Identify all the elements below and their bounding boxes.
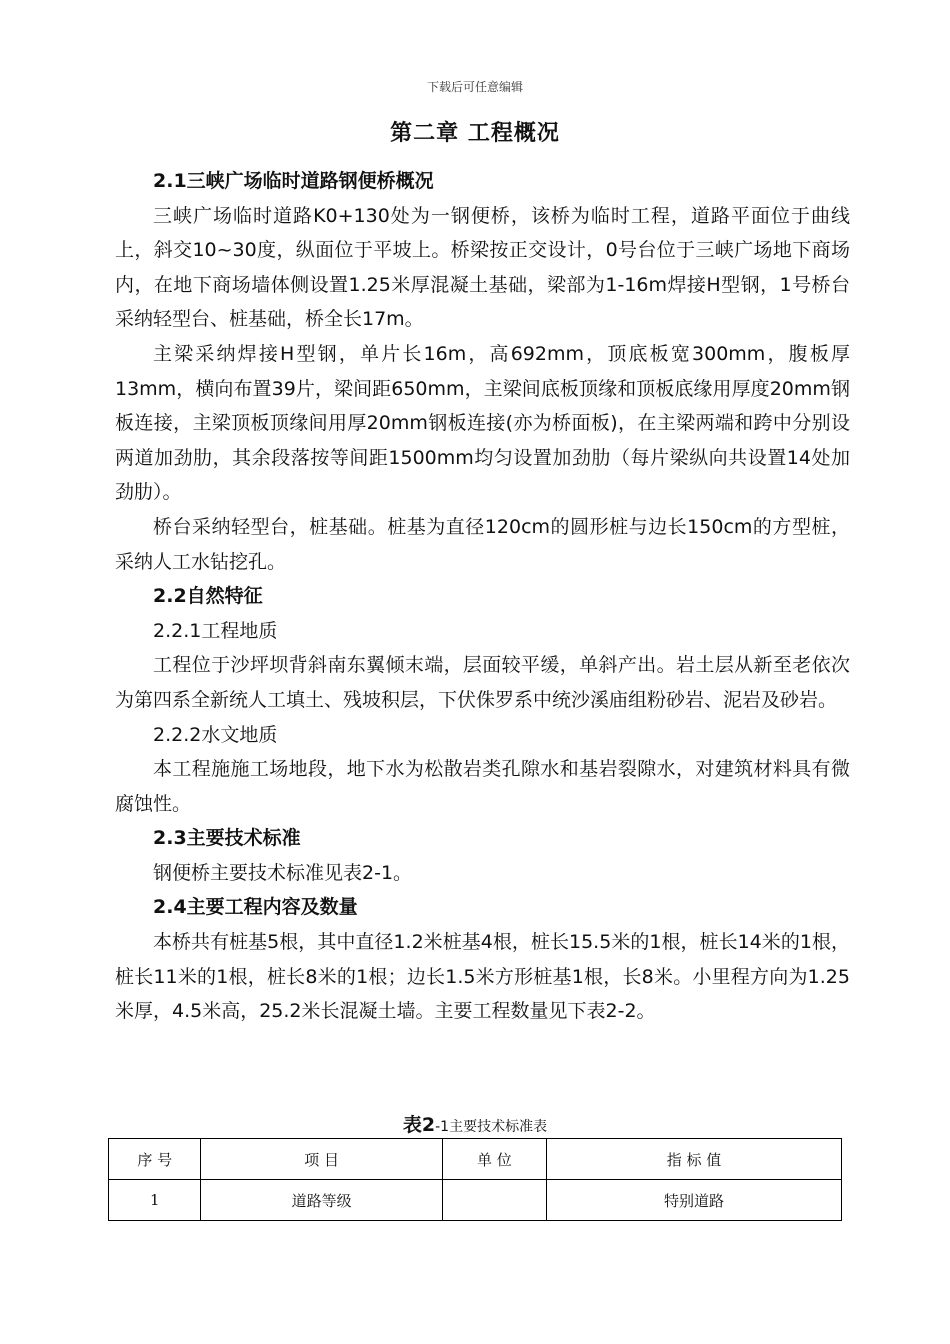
section-2-1-paragraph-1: 三峡广场临时道路K0+130处为一钢便桥，该桥为临时工程，道路平面位于曲线上，斜交10~30度，纵面位于平坡上。桥梁按正交设计，0号台位于三峡广场地下商场内，在地下商场墙体侧设置1.25米厚混凝土基础，梁部为1-16m焊接H型钢，1号桥台采纳轻型台、桩基础，桥全长17m。 xyxy=(115,204,850,331)
section-2-4-paragraph: 本桥共有桩基5根，其中直径1.2米桩基4根，桩长15.5米的1根，桩长14米的1根，桩长11米的1根，桩长8米的1根；边长1.5米方形桩基1根，长8米。小里程方向为1.25米厚，4.5米高，25.2米长混凝土墙。主要工程数量见下表2-2。 xyxy=(115,931,850,1023)
page-header: 下载后可任意编辑 xyxy=(426,80,523,94)
cell-item: 道路等级 xyxy=(201,1180,442,1221)
section-2-2-2-paragraph: 本工程施施工场地段，地下水为松散岩类孔隙水和基岩裂隙水，对建筑材料具有微腐蚀性。 xyxy=(115,758,850,815)
header-cell-item: 项 目 xyxy=(201,1139,442,1180)
section-2-3-paragraph: 钢便桥主要技术标准见表2-1。 xyxy=(153,861,413,884)
section-2-3-heading: 2.3主要技术标准 xyxy=(153,827,301,850)
cell-unit xyxy=(442,1180,546,1221)
section-2-2-1-heading: 2.2.1工程地质 xyxy=(153,619,278,642)
section-2-2-1-paragraph: 工程位于沙坪坝背斜南东翼倾末端，层面较平缓，单斜产出。岩土层从新至老依次为第四系全新统人工填土、残坡积层，下伏侏罗系中统沙溪庙组粉砂岩、泥岩及砂岩。 xyxy=(115,654,850,711)
section-2-4-heading: 2.4主要工程内容及数量 xyxy=(153,896,358,919)
chapter-title: 第二章 工程概况 xyxy=(390,121,560,146)
section-2-1-paragraph-2: 主梁采纳焊接H型钢，单片长16m，高692mm，顶底板宽300mm，腹板厚13mm，横向布置39片，梁间距650mm，主梁间底板顶缘和顶板底缘用厚度20mm钢板连接，主梁顶板顶缘间用厚20mm钢板连接(亦为桥面板)，在主梁两端和跨中分别设两道加劲肋，其余段落按等间距1500mm均匀设置加劲肋（每片梁纵向共设置14处加劲肋）。 xyxy=(115,342,850,504)
table-header-row xyxy=(109,1139,842,1180)
section-2-2-heading: 2.2自然特征 xyxy=(153,585,263,608)
header-cell-value: 指 标 值 xyxy=(547,1139,842,1180)
section-2-1-heading: 2.1三峡广场临时道路钢便桥概况 xyxy=(153,170,434,192)
cell-value: 特别道路 xyxy=(547,1180,842,1221)
section-2-2-2-heading: 2.2.2水文地质 xyxy=(153,723,278,746)
technical-standards-table xyxy=(108,1138,842,1221)
document-body xyxy=(115,164,850,1029)
table-row xyxy=(109,1180,842,1221)
table-caption-text: -1主要技术标准表 xyxy=(435,1119,548,1135)
section-2-1-paragraph-3: 桥台采纳轻型台，桩基础。桩基为直径120cm的圆形桩与边长150cm的方型桩，采纳人工水钻挖孔。 xyxy=(115,515,850,573)
header-cell-unit: 单 位 xyxy=(442,1139,546,1180)
table-caption xyxy=(0,1110,950,1137)
table-caption-number: 表2 xyxy=(402,1114,436,1136)
cell-index: 1 xyxy=(109,1180,201,1221)
header-cell-index: 序 号 xyxy=(109,1139,201,1180)
